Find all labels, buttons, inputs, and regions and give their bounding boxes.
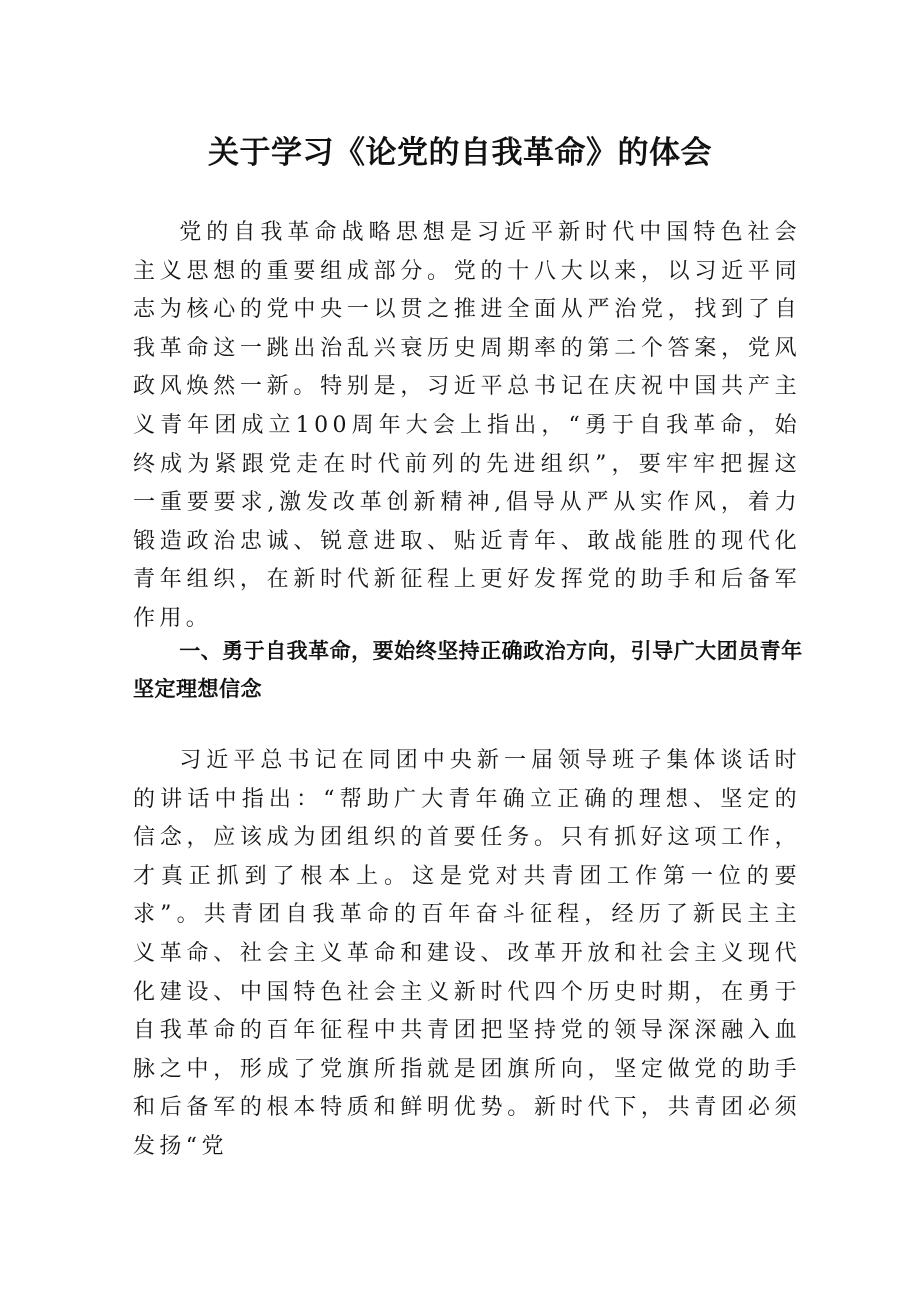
section-1-paragraph: 习近平总书记在同团中央新一届领导班子集体谈话时的讲话中指出：“帮助广大青年确立正确的理想、坚定的信念，应该成为团组织的首要任务。只有抓好这项工作，才真正抓到了根本上。这是党对共青团工作第一位的要求”。共青团自我革命的百年奋斗征程，经历了新民主主义革命、社会主义革命和建设、改革开放和社会主义现代化建设、中国特色社会主义新时代四个历史时期，在勇于自我革命的百年征程中共青团把坚持党的领导深深融入血脉之中，形成了党旗所指就是团旗所向，坚定做党的助手和后备军的根本特质和鲜明优势。新时代下，共青团必须发扬“党: [133, 748, 801, 1159]
document-title: 关于学习《论党的自我革命》的体会: [208, 134, 712, 171]
section-1-heading: 一、勇于自我革命，要始终坚持正确政治方向，引导广大团员青年坚定理想信念: [133, 639, 803, 701]
intro-paragraph: 党的自我革命战略思想是习近平新时代中国特色社会主义思想的重要组成部分。党的十八大以来，以习近平同志为核心的党中央一以贯之推进全面从严治党，找到了自我革命这一跳出治乱兴衰历史周期率的第二个答案，党风政风焕然一新。特别是，习近平总书记在庆祝中国共产主义青年团成立100周年大会上指出，“勇于自我革命，始终成为紧跟党走在时代前列的先进组织”，要牢牢把握这一重要要求,激发改革创新精神,倡导从严从实作风，着力锻造政治忠诚、锐意进取、贴近青年、敢战能胜的现代化青年组织，在新时代新征程上更好发挥党的助手和后备军作用。: [133, 220, 801, 631]
